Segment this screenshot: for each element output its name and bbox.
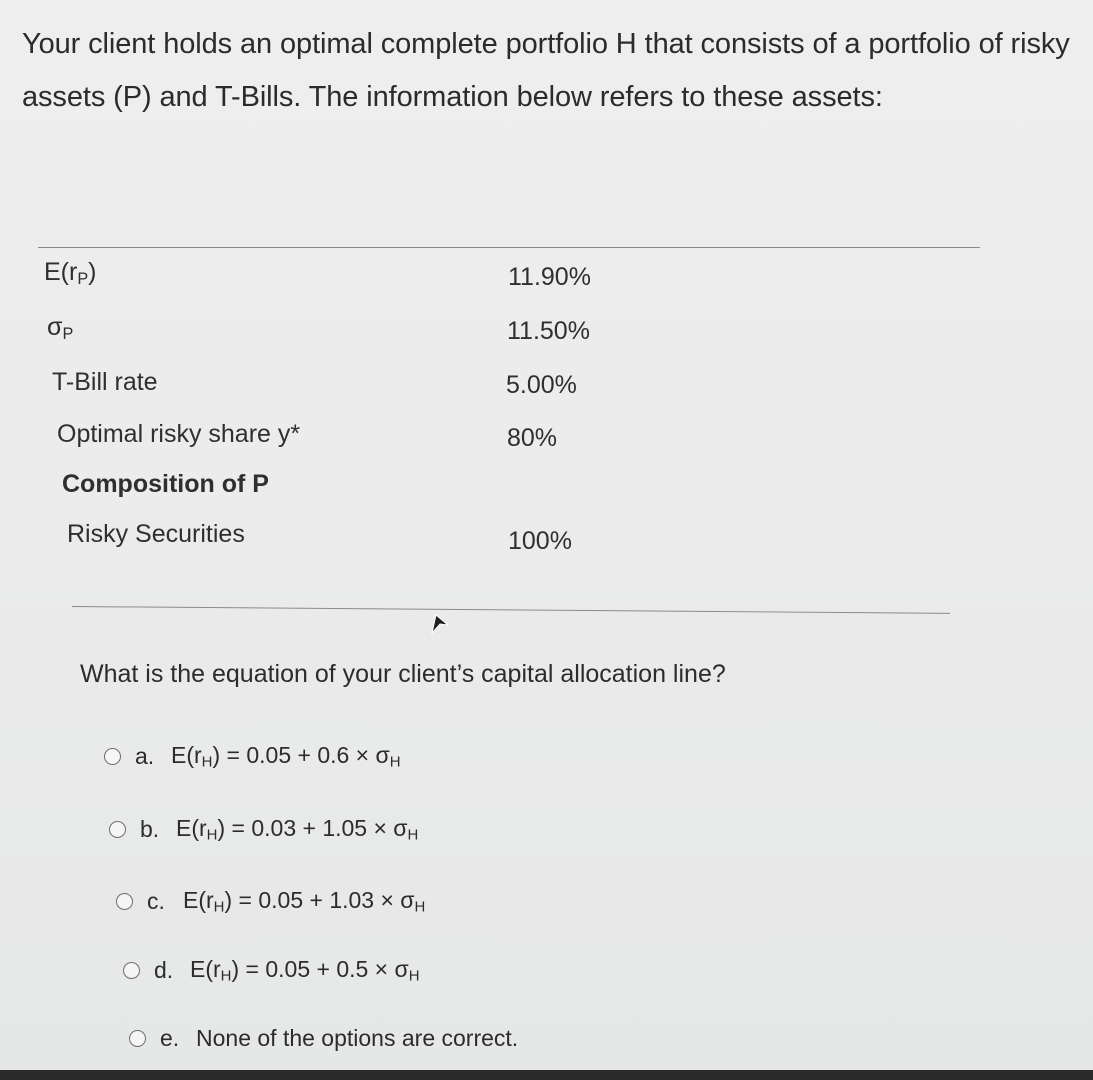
risky-securities-value: 100%	[508, 527, 572, 555]
option-d[interactable]	[123, 956, 420, 985]
option-letter: b.	[140, 815, 160, 842]
radio-button-icon[interactable]	[109, 821, 126, 838]
mouse-pointer-icon	[428, 611, 450, 637]
option-c[interactable]	[116, 887, 425, 916]
expected-return-label: $E(r_P)$	[44, 258, 97, 289]
screen-bezel	[0, 1070, 1093, 1080]
option-letter: a.	[135, 742, 155, 769]
option-text: $E(r_H) = 0.05 + 0.5 \times \sigma_H$	[190, 956, 420, 985]
table-top-divider	[38, 247, 980, 248]
option-letter: c.	[147, 887, 165, 914]
option-b[interactable]	[109, 815, 418, 844]
risky-securities-label: Risky Securities	[67, 520, 245, 548]
question-text: What is the equation of your client’s capital allocation line?	[80, 660, 726, 688]
option-text: $E(r_H) = 0.05 + 0.6 \times \sigma_H$	[171, 742, 401, 771]
option-text: $E(r_H) = 0.05 + 1.03 \times \sigma_H$	[183, 887, 426, 916]
radio-button-icon[interactable]	[116, 893, 133, 910]
radio-button-icon[interactable]	[129, 1030, 146, 1047]
expected-return-value: 11.90%	[508, 263, 591, 291]
table-bottom-divider	[72, 606, 950, 614]
radio-button-icon[interactable]	[123, 962, 140, 979]
radio-button-icon[interactable]	[104, 748, 121, 765]
risky-share-label: Optimal risky share y*	[57, 420, 301, 448]
option-letter: d.	[154, 956, 174, 983]
tbill-label: T-Bill rate	[52, 368, 158, 396]
tbill-value: 5.00%	[506, 371, 577, 399]
option-text: None of the options are correct.	[196, 1025, 519, 1051]
composition-heading: Composition of P	[62, 470, 269, 498]
option-letter: e.	[160, 1025, 180, 1051]
std-dev-value: 11.50%	[507, 317, 590, 345]
option-e[interactable]	[129, 1025, 518, 1052]
question-intro: Your client holds an optimal complete portfolio H that consists of a portfolio of risky assets (P) and T-Bills. The information below refers to these assets:	[22, 28, 1070, 113]
risky-share-value: 80%	[507, 424, 558, 452]
option-a[interactable]	[104, 742, 401, 771]
option-text: $E(r_H) = 0.03 + 1.05 \times \sigma_H$	[176, 815, 419, 844]
std-dev-label: $\sigma_P$	[47, 313, 74, 344]
